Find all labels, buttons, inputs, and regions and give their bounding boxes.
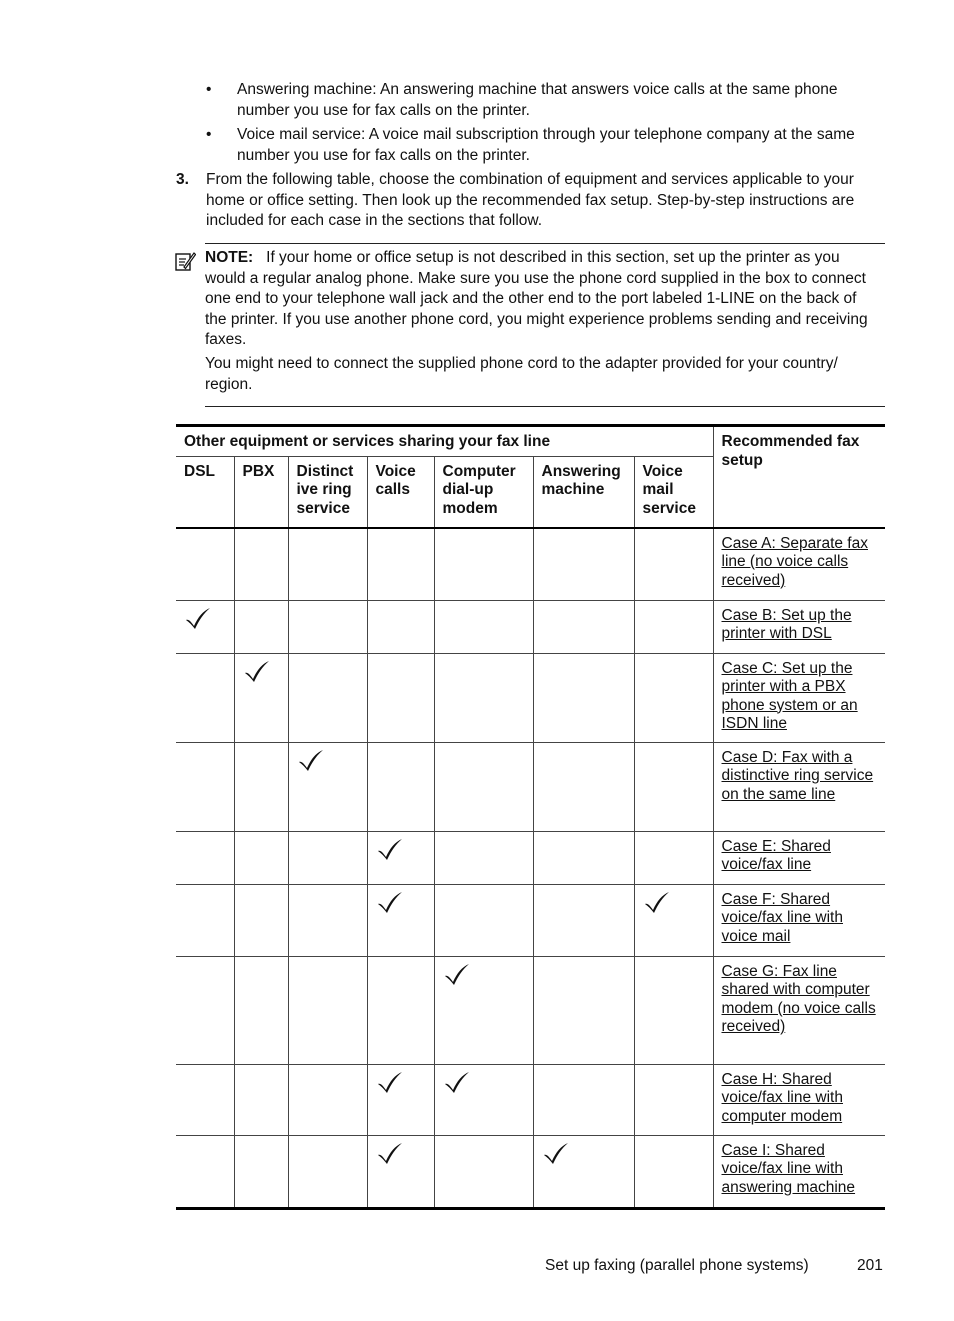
table-row <box>176 831 885 884</box>
table-cell <box>367 653 434 742</box>
note-bottom-rule <box>205 406 885 407</box>
recommended-cell <box>713 653 885 742</box>
table-cell <box>367 742 434 831</box>
recommended-cell <box>713 1135 885 1208</box>
case-link[interactable]: Case G: Fax line shared with computer modem (no voice calls received) <box>721 962 876 1035</box>
fax-setup-table <box>176 424 885 1210</box>
table-cell <box>533 742 634 831</box>
col-header-voice-mail: Voice mail service <box>634 456 713 528</box>
table-cell <box>367 528 434 601</box>
table-cell <box>634 831 713 884</box>
table-cell <box>176 742 234 831</box>
group-header: Other equipment or services sharing your fax line <box>176 426 713 457</box>
recommended-cell <box>713 600 885 653</box>
table-row <box>176 653 885 742</box>
table-cell <box>234 1135 288 1208</box>
recommended-cell <box>713 742 885 831</box>
col-header-voice-calls: Voice calls <box>367 456 434 528</box>
note-top-rule <box>205 243 885 244</box>
table-cell <box>176 1064 234 1135</box>
table-cell <box>288 600 367 653</box>
table-cell <box>434 653 533 742</box>
table-cell <box>367 831 434 884</box>
table-cell <box>176 653 234 742</box>
table-cell <box>288 653 367 742</box>
table-cell <box>234 884 288 956</box>
col-header-pbx: PBX <box>234 456 288 528</box>
table-cell <box>634 528 713 601</box>
table-cell <box>176 831 234 884</box>
note-text-2: You might need to connect the supplied phone cord to the adapter provided for your country/ region. <box>205 355 838 393</box>
table-row <box>176 528 885 601</box>
table-cell <box>176 884 234 956</box>
table-cell <box>634 884 713 956</box>
recommended-cell <box>713 1064 885 1135</box>
step-text: From the following table, choose the combination of equipment and services applicable to your home or office setting. Then look up the recommended fax setup. Step-by-step instructions are included for each case in the sections that follow. <box>206 171 855 229</box>
table-row <box>176 956 885 1064</box>
table-cell <box>434 600 533 653</box>
checkmark-icon <box>376 1071 426 1095</box>
table-cell <box>176 956 234 1064</box>
checkmark-icon <box>542 1142 626 1166</box>
case-link[interactable]: Case D: Fax with a distinctive ring service on the same line <box>721 748 874 803</box>
footer-section-title: Set up faxing (parallel phone systems) <box>545 1257 809 1274</box>
table-cell <box>234 956 288 1064</box>
checkmark-icon <box>443 963 525 987</box>
recommended-cell <box>713 831 885 884</box>
table-row <box>176 600 885 653</box>
checkmark-icon <box>243 660 280 684</box>
table-cell <box>434 956 533 1064</box>
case-link[interactable]: Case I: Shared voice/fax line with answering machine <box>721 1141 856 1196</box>
table-cell <box>234 653 288 742</box>
table-cell <box>234 528 288 601</box>
checkmark-icon <box>376 1142 426 1166</box>
col-header-computer-modem: Computer dial-up modem <box>434 456 533 528</box>
table-row <box>176 1135 885 1208</box>
table-cell <box>533 956 634 1064</box>
table-cell <box>367 1064 434 1135</box>
table-cell <box>533 528 634 601</box>
recommended-header: Recommended fax setup <box>713 426 885 528</box>
case-link[interactable]: Case F: Shared voice/fax line with voice mail <box>721 890 843 945</box>
checkmark-icon <box>184 607 226 631</box>
table-cell <box>533 1064 634 1135</box>
table-cell <box>367 600 434 653</box>
table-cell <box>367 956 434 1064</box>
table-cell <box>234 831 288 884</box>
table-cell <box>434 742 533 831</box>
bullet-voice-mail: Voice mail service: A voice mail subscription through your telephone company at the same number you use for fax calls on the printer. <box>237 126 855 164</box>
checkmark-icon <box>376 838 426 862</box>
bullet-marker: • <box>206 126 212 143</box>
step-number: 3. <box>176 171 189 188</box>
note-paragraph-1 <box>205 248 880 351</box>
table-cell <box>176 528 234 601</box>
table-cell <box>234 600 288 653</box>
table-cell <box>434 1064 533 1135</box>
table-cell <box>434 528 533 601</box>
table-row <box>176 1064 885 1135</box>
bullet-marker: • <box>206 81 212 98</box>
note-text-1: If your home or office setup is not described in this section, set up the printer as you would a regular analog phone. Make sure you use the phone cord supplied in the box to connect one end to your telephone wall jack and the other end to the port labeled 1-LINE on the back of the printer. If you use another phone cord, you might experience problems sending and receiving faxes. <box>205 249 868 348</box>
table-cell <box>288 884 367 956</box>
recommended-cell <box>713 528 885 601</box>
table-cell <box>533 831 634 884</box>
col-header-distinctive-ring: Distinct ive ring service <box>288 456 367 528</box>
case-link[interactable]: Case H: Shared voice/fax line with computer modem <box>721 1070 843 1125</box>
checkmark-icon <box>643 891 705 915</box>
table-cell <box>367 1135 434 1208</box>
page-number: 201 <box>857 1257 883 1274</box>
case-link[interactable]: Case C: Set up the printer with a PBX phone system or an ISDN line <box>721 659 858 732</box>
case-link[interactable]: Case E: Shared voice/fax line <box>721 837 831 873</box>
table-cell <box>634 956 713 1064</box>
case-link[interactable]: Case A: Separate fax line (no voice calls received) <box>721 534 868 589</box>
col-header-dsl: DSL <box>176 456 234 528</box>
checkmark-icon <box>297 749 359 773</box>
table-cell <box>634 1135 713 1208</box>
table-cell <box>533 1135 634 1208</box>
table-cell <box>288 528 367 601</box>
table-cell <box>634 653 713 742</box>
note-icon <box>174 250 196 272</box>
table-row <box>176 742 885 831</box>
table-cell <box>634 1064 713 1135</box>
table-cell <box>533 884 634 956</box>
table-cell <box>234 742 288 831</box>
recommended-cell <box>713 884 885 956</box>
table-cell <box>288 956 367 1064</box>
table-cell <box>533 600 634 653</box>
table-cell <box>176 600 234 653</box>
checkmark-icon <box>443 1071 525 1095</box>
table-cell <box>533 653 634 742</box>
checkmark-icon <box>376 891 426 915</box>
bullet-answering-machine: Answering machine: An answering machine that answers voice calls at the same phone number you use for fax calls on the printer. <box>237 81 838 119</box>
table-cell <box>176 1135 234 1208</box>
table-cell <box>434 831 533 884</box>
table-cell <box>288 1135 367 1208</box>
case-link[interactable]: Case B: Set up the printer with DSL <box>721 606 852 642</box>
table-cell <box>434 884 533 956</box>
recommended-cell <box>713 956 885 1064</box>
table-cell <box>288 831 367 884</box>
table-cell <box>634 742 713 831</box>
table-cell <box>234 1064 288 1135</box>
table-cell <box>288 742 367 831</box>
table-cell <box>367 884 434 956</box>
table-row <box>176 884 885 956</box>
table-cell <box>434 1135 533 1208</box>
table-cell <box>288 1064 367 1135</box>
col-header-answering-machine: Answering machine <box>533 456 634 528</box>
note-label: NOTE: <box>205 249 254 266</box>
table-cell <box>634 600 713 653</box>
